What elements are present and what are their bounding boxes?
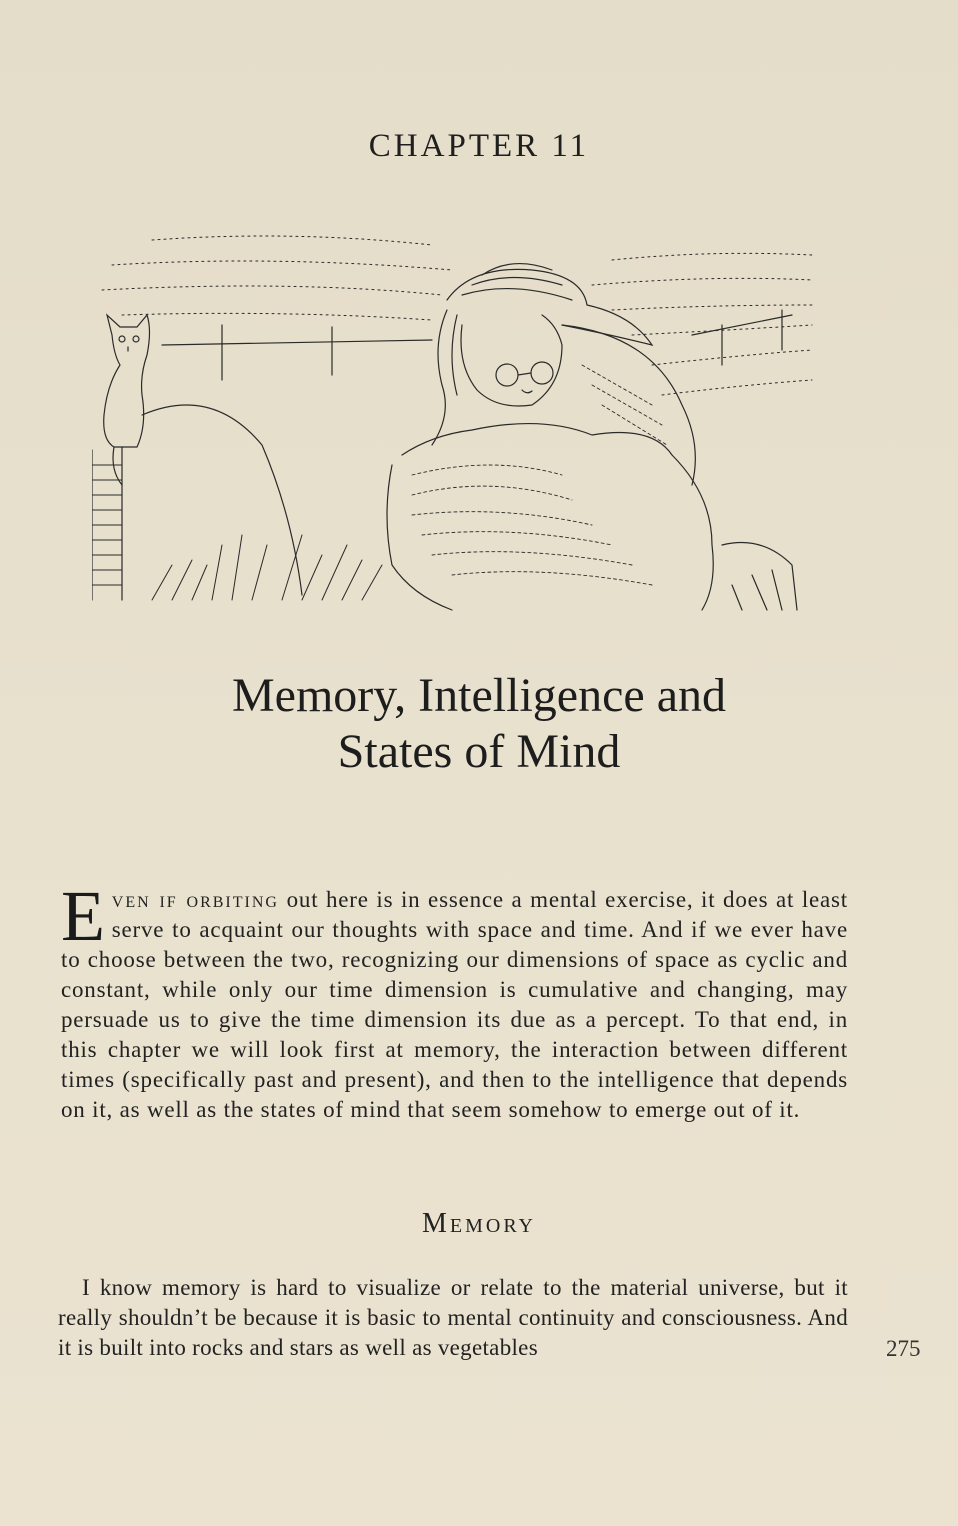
intro-paragraph: [61, 876, 848, 1125]
chapter-title: [0, 668, 958, 780]
body-paragraph: I know memory is hard to visualize or relate to the material universe, but it really shouldn’t be because it is basic to mental continuity and consciousness. And it is built into rocks and stars as well as vegetables: [58, 1275, 848, 1360]
chapter-illustration: [92, 215, 822, 620]
intro-lead-in: ven if orbiting: [111, 887, 279, 912]
chapter-title-line-2: States of Mind: [337, 725, 621, 778]
section-heading-memory: Memory: [421, 1208, 537, 1239]
chapter-number: CHAPTER 11: [368, 128, 590, 164]
drop-cap: E: [61, 876, 106, 956]
page-number: 275: [886, 1336, 921, 1361]
intro-text: out here is in essence a mental exercise, it does at least serve to acquaint our thoughts with space and time. And if we ever have to choose between the two, recognizing our dimensions of space as cyclic and constant, while only our time dimension is cumulative and changing, may persuade us to give the time dimension its due as a percept. To that end, in this chapter we will look first at memory, the interaction between different times (specifically past and present), and then to the intelligence that depends on it, as well as the states of mind that seem somehow to emerge out of it.: [61, 887, 848, 1122]
chapter-title-line-1: Memory, Intelligence and: [231, 669, 727, 722]
